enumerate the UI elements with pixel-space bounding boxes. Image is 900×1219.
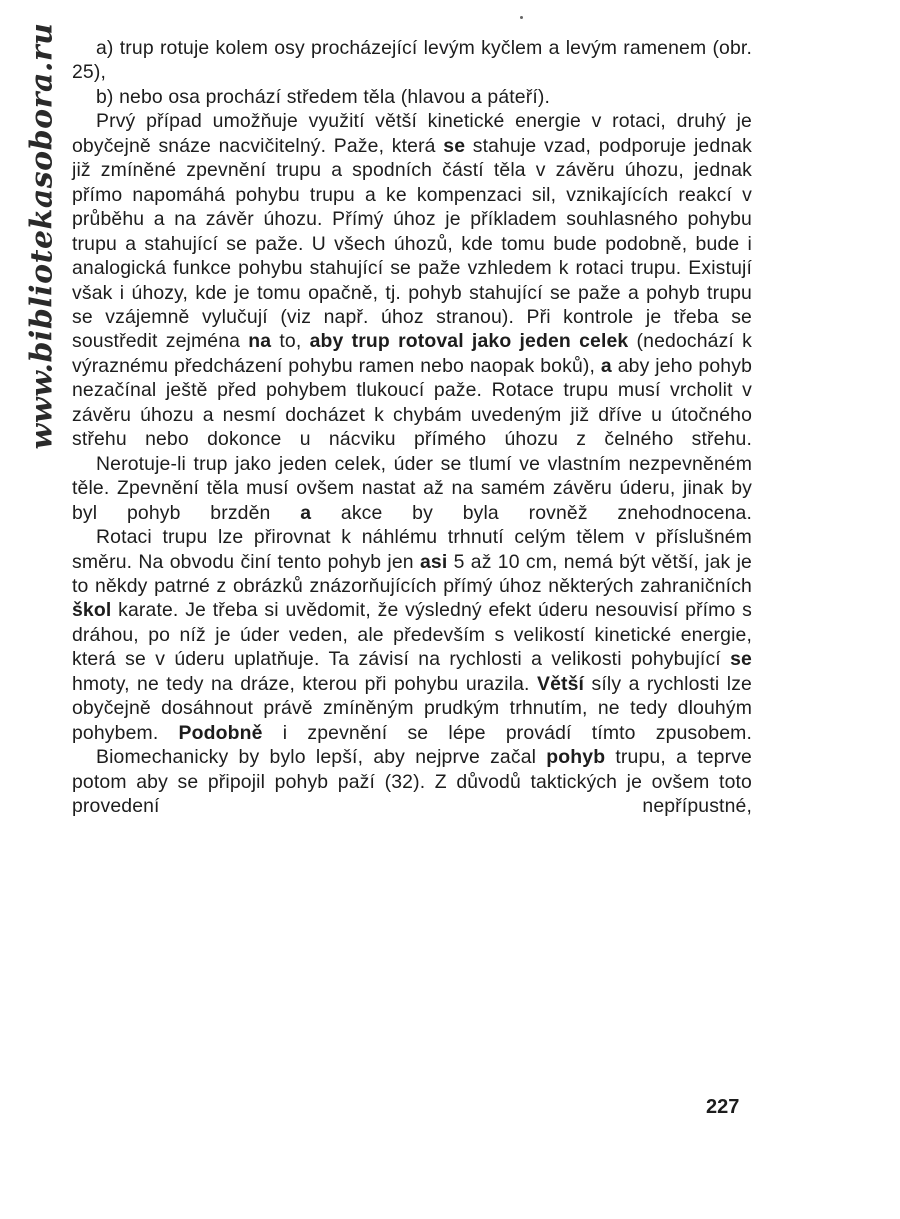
watermark [0, 0, 64, 470]
paragraph: Nerotuje-li trup jako jeden celek, úder se tlumí ve vlastním nezpevněném těle. Zpevnění těla musí ovšem nastat až na samém závěru úderu, jinak by byl pohyb brzděn a akce by byla rovněž znehodnocena. [72, 452, 752, 524]
paragraph: Biomechanicky by bylo lepší, aby nejprve začal pohyb trupu, a teprve potom aby se připojil pohyb paží (32). Z důvodů taktických je ovšem toto provedení nepřípustné, [72, 746, 752, 818]
paragraph: a) trup rotuje kolem osy procházející levým kyčlem a levým ramenem (obr. 25), [72, 37, 752, 84]
paragraph: Prvý případ umožňuje využití větší kinetické energie v rotaci, druhý je obyčejně snáze nacvičitelný. Paže, která se stahuje vzad, podporuje jednak již zmíněné zpevnění trupu a spodních částí těla v závěru úhozu, jednak přímo napomáhá pohybu trupu a ke kompenzaci sil, vznikajících reakcí v průběhu a na závěr úhozu. Přímý úhoz je příkladem souhlasného pohybu trupu a stahující se paže. U všech úhozů, kde tomu bude podobně, bude i analogická funkce pohybu stahující se paže vzhledem k rotaci trupu. Existují však i úhozy, kde je tomu opačně, tj. pohyb stahující se paže a pohyb trupu se vzájemně vylučují (viz např. úhoz stranou). Při kontrole je třeba se soustředit zejména na to, aby trup rotoval jako jeden celek (nedochází k výraznému předcházení pohybu ramen nebo naopak boků), a aby jeho pohyb nezačínal ještě před pohybem tlukoucí paže. Rotace trupu musí vrcholit v závěru úhozu a nesmí docházet k chybám uvedeným již dříve u útočného střehu nebo dokonce u nácviku přímého úhozu z čelného střehu. [72, 110, 753, 451]
paragraph: b) nebo osa prochází středem těla (hlavou a páteří). [96, 85, 551, 108]
watermark-text: www.bibliotekasobora.ru [24, 22, 60, 450]
page-number: 227 [706, 1096, 740, 1118]
speck [520, 16, 523, 19]
body-text [72, 36, 752, 819]
paragraph: Rotaci trupu lze přirovnat k náhlému trhnutí celým tělem v příslušném směru. Na obvodu činí tento pohyb jen asi 5 až 10 cm, nemá být větší, jak je to někdy patrné z obrázků znázorňujících přímý úhoz některých zahraničních škol karate. Je třeba si uvědomit, že výsledný efekt úderu nesouvisí přímo s dráhou, po níž je úder veden, ale především s velikostí kinetické energie, která se v úderu uplatňuje. Ta závisí na rychlosti a velikosti pohybující se hmoty, ne tedy na dráze, kterou při pohybu urazila. Větší síly a rychlosti lze obyčejně dosáhnout právě zmíněným prudkým trhnutím, ne tedy dlouhým pohybem. Podobně i zpevnění se lépe provádí tímto zpusobem. [72, 526, 752, 744]
